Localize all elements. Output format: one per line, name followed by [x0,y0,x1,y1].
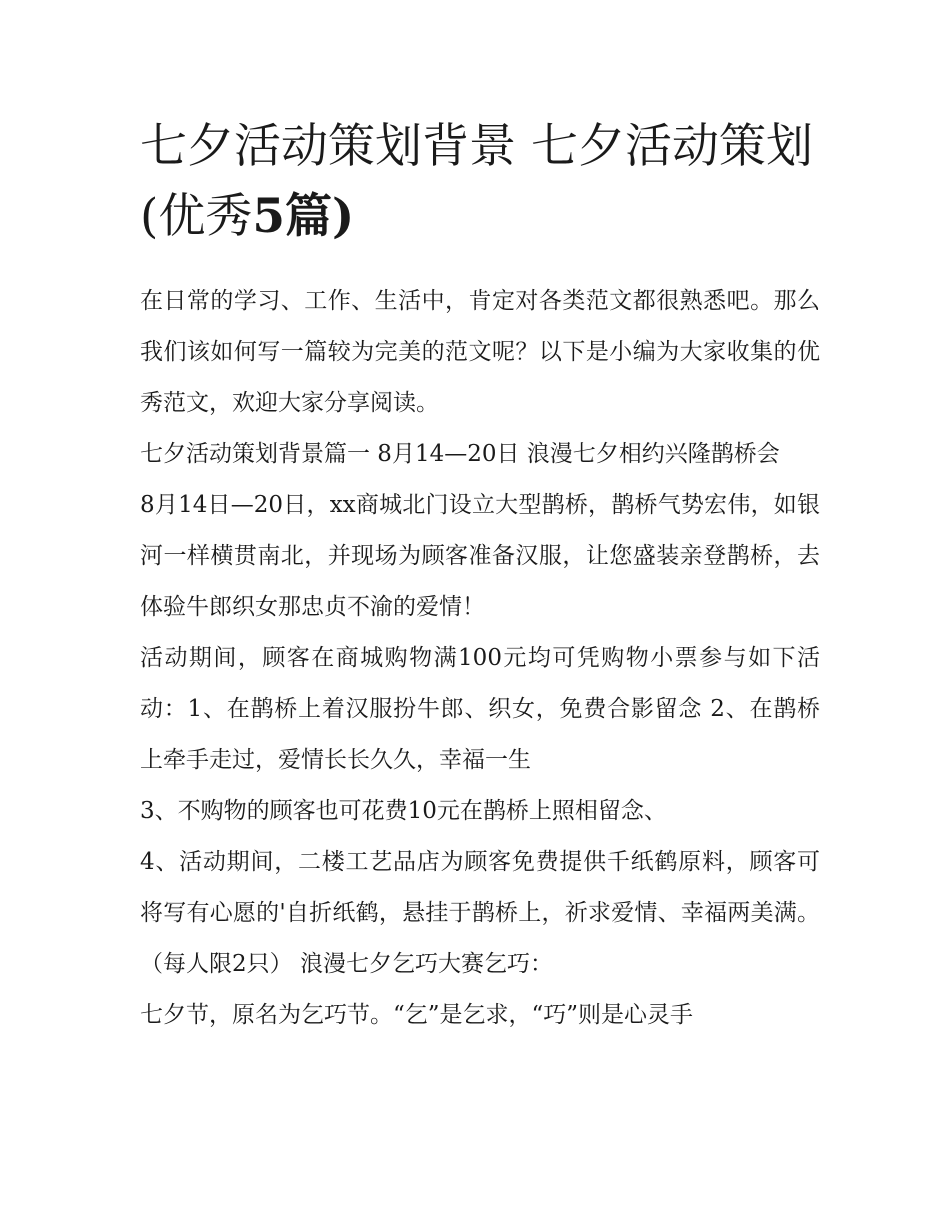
paragraph-bridge-description: 8月14日—20日，xx商城北门设立大型鹊桥，鹊桥气势宏伟，如银河一样横贯南北，并现场为顾客准备汉服，让您盛装亲登鹊桥，去体验牛郎织女那忠贞不渝的爱情！ [140,492,820,620]
paragraph-non-shoppers: 3、不购物的顾客也可花费10元在鹊桥上照相留念、 [140,798,667,824]
paragraph-paper-cranes: 4、活动期间，二楼工艺品店为顾客免费提供千纸鹤原料，顾客可将写有心愿的'自折纸鹤，悬挂于鹊桥上，祈求爱情、幸福两美满。（每人限2只） 浪漫七夕乞巧大赛乞巧： [140,849,820,977]
paragraph-qixi-origin: 七夕节，原名为乞巧节。“乞”是乞求，“巧”则是心灵手 [140,1002,694,1028]
document-title [140,112,820,252]
title-text-part2: 篇) [285,189,355,244]
title-text-part1: 七夕活动策划背景 七夕活动策划(优秀 [140,119,813,244]
document-page [140,112,820,1041]
title-number: 5 [252,189,286,244]
document-body [140,276,820,1041]
paragraph-activity-rules: 活动期间，顾客在商城购物满100元均可凭购物小票参与如下活动：1、在鹊桥上着汉服扮牛郎、织女，免费合影留念 2、在鹊桥上牵手走过，爱情长长久久，幸福一生 [140,645,820,773]
paragraph-intro: 在日常的学习、工作、生活中，肯定对各类范文都很熟悉吧。那么我们该如何写一篇较为完美的范文呢？以下是小编为大家收集的优秀范文，欢迎大家分享阅读。 [140,288,820,416]
paragraph-section-heading: 七夕活动策划背景篇一 8月14—20日 浪漫七夕相约兴隆鹊桥会 [140,441,780,467]
